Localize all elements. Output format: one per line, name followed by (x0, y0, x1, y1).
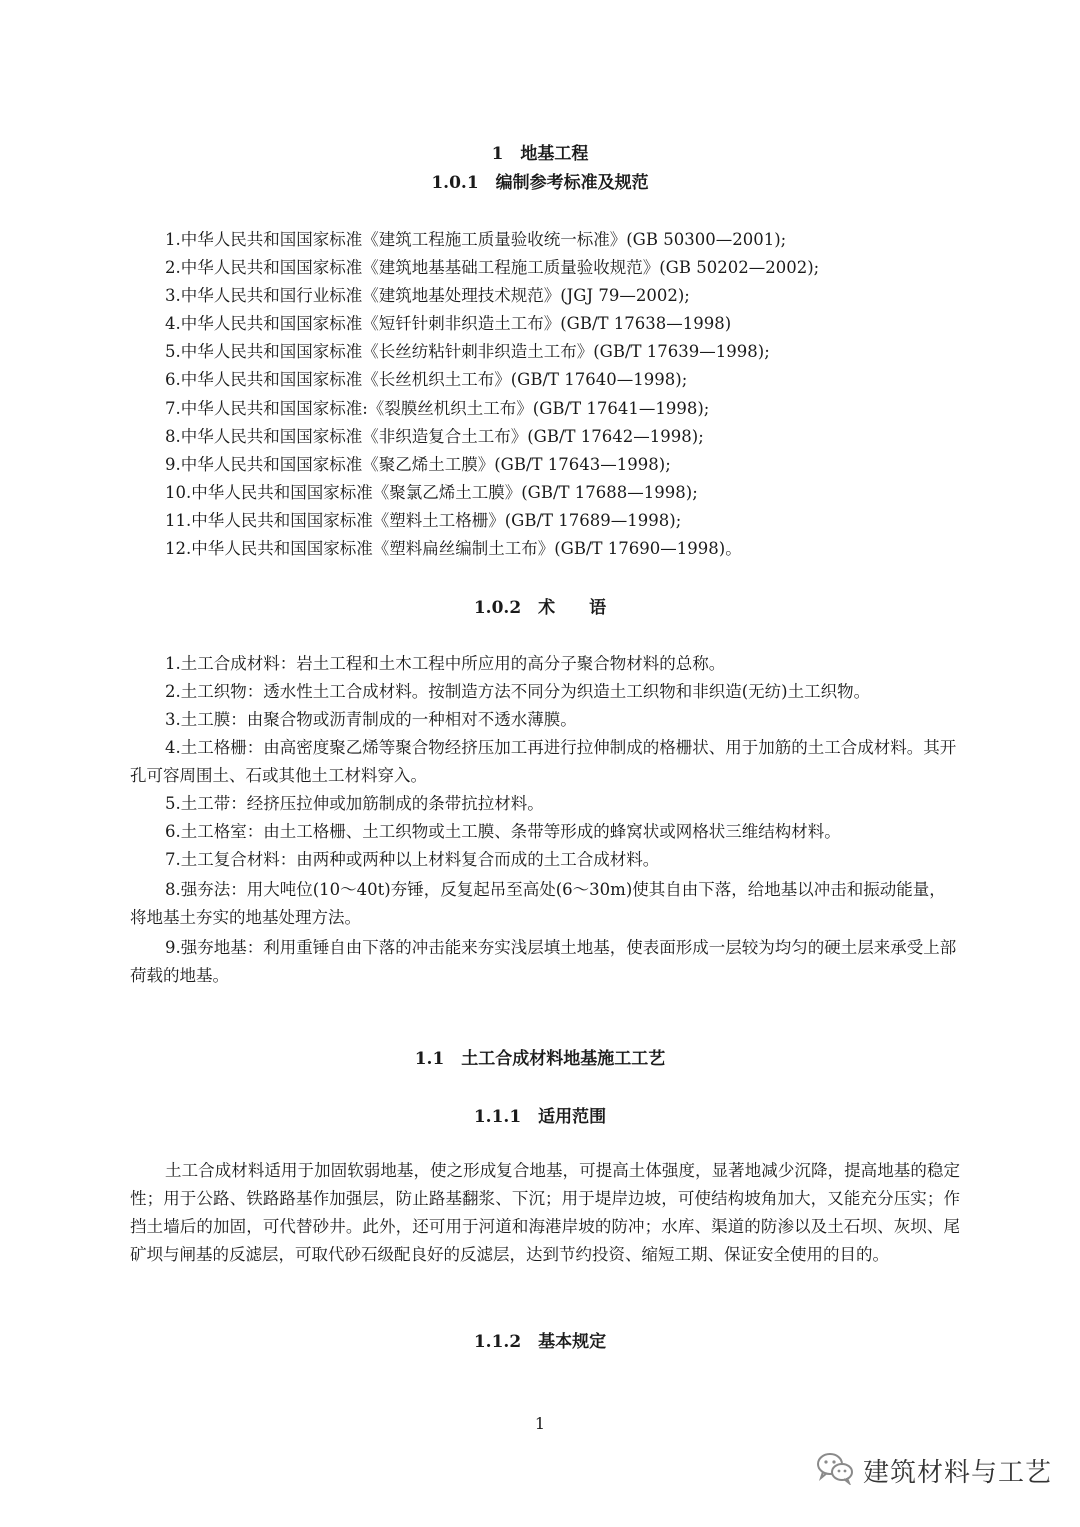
section-heading-1-0-1: 1.0.1 编制参考标准及规范 (431, 173, 649, 193)
scope-paragraph: 土工合成材料适用于加固软弱地基，使之形成复合地基，可提高土体强度，显著地减少沉降，提高地基的稳定性；用于公路、铁路路基作加强层，防止路基翻浆、下沉；用于堤岸边坡，可使结构坡角加大，又能充分压实；作挡土墙后的加固，可代替砂井。此外，还可用于河道和海港岸坡的防冲；水库、渠道的防渗以及土石坝、灰坝、尾矿坝与闸基的反滤层，可取代砂石级配良好的反滤层，达到节约投资、缩短工期、保证安全使用的目的。 (130, 1161, 960, 1264)
list-item: 1.中华人民共和国国家标准《建筑工程施工质量验收统一标准》(GB 50300—2001); (165, 230, 787, 249)
list-item: 12.中华人民共和国国家标准《塑料扁丝编制土工布》(GB/T 17690—1998)。 (165, 539, 742, 558)
list-item: 6.中华人民共和国国家标准《长丝机织土工布》(GB/T 17640—1998); (165, 370, 688, 389)
list-item: 1.土工合成材料：岩土工程和土木工程中所应用的高分子聚合物材料的总称。 (165, 654, 726, 673)
watermark-text: 建筑材料与工艺 (863, 1457, 1053, 1488)
watermark (815, 1450, 1052, 1490)
list-item: 2.中华人民共和国国家标准《建筑地基基础工程施工质量验收规范》(GB 50202—2002); (165, 258, 820, 277)
list-item: 3.中华人民共和国行业标准《建筑地基处理技术规范》(JGJ 79—2002); (165, 286, 690, 305)
list-item: 5.中华人民共和国国家标准《长丝纺粘针刺非织造土工布》(GB/T 17639—1998); (165, 342, 770, 361)
list-item: 3.土工膜：由聚合物或沥青制成的一种相对不透水薄膜。 (165, 710, 577, 729)
list-item: 9.中华人民共和国国家标准《聚乙烯土工膜》(GB/T 17643—1998); (165, 455, 671, 474)
wechat-icon (815, 1451, 855, 1489)
list-item: 2.土工织物：透水性土工合成材料。按制造方法不同分为织造土工织物和非织造(无纺)土工织物。 (165, 682, 871, 701)
page-number: 1 (534, 1414, 546, 1433)
chapter-title: 1 地基工程 (491, 144, 589, 164)
section-heading-1-0-2: 1.0.2 术 语 (473, 598, 607, 618)
list-item: 8.中华人民共和国国家标准《非织造复合土工布》(GB/T 17642—1998); (165, 427, 704, 446)
list-item: 10.中华人民共和国国家标准《聚氯乙烯土工膜》(GB/T 17688—1998); (165, 483, 698, 502)
list-item: 5.土工带：经挤压拉伸或加筋制成的条带抗拉材料。 (165, 794, 544, 813)
list-item: 11.中华人民共和国国家标准《塑料土工格栅》(GB/T 17689—1998); (165, 511, 682, 530)
section-heading-1-1-1: 1.1.1 适用范围 (473, 1107, 607, 1127)
list-item: 9.强夯地基：利用重锤自由下落的冲击能来夯实浅层填土地基，使表面形成一层较为均匀的硬土层来承受上部荷载的地基。 (130, 938, 957, 985)
section-heading-1-1: 1.1 土工合成材料地基施工工艺 (414, 1049, 666, 1069)
list-item: 6.土工格室：由土工格栅、土工织物或土工膜、条带等形成的蜂窝状或网格状三维结构材料。 (165, 822, 841, 841)
list-item: 7.中华人民共和国国家标准:《裂膜丝机织土工布》(GB/T 17641—1998); (165, 399, 710, 418)
list-item: 8.强夯法：用大吨位(10～40t)夯锤，反复起吊至高处(6～30m)使其自由下落，给地基以冲击和振动能量，将地基土夯实的地基处理方法。 (130, 880, 946, 927)
list-item: 7.土工复合材料：由两种或两种以上材料复合而成的土工合成材料。 (165, 850, 660, 869)
list-item: 4.土工格栅：由高密度聚乙烯等聚合物经挤压加工再进行拉伸制成的格栅状、用于加筋的土工合成材料。其开孔可容周围土、石或其他土工材料穿入。 (130, 738, 957, 785)
list-item: 4.中华人民共和国国家标准《短钎针刺非织造土工布》(GB/T 17638—1998) (165, 314, 732, 333)
section-heading-1-1-2: 1.1.2 基本规定 (473, 1332, 607, 1352)
